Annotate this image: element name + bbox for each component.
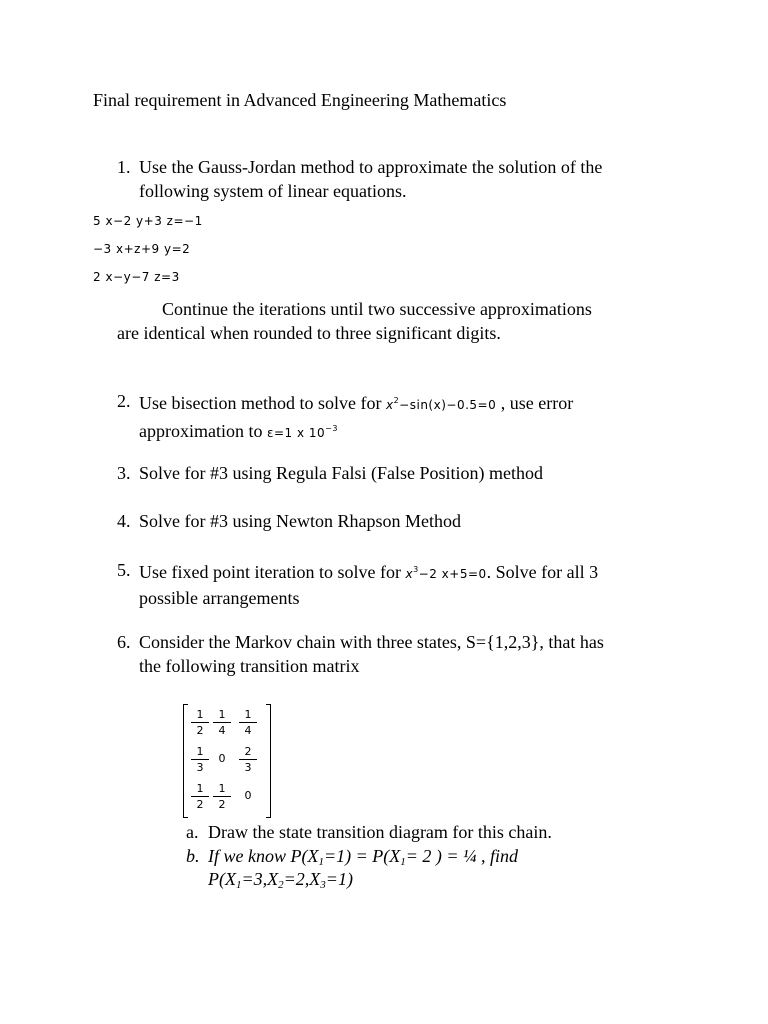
matrix-cell: $\frac{1}{2}$: [191, 782, 209, 811]
question-6-line-2: the following transition matrix: [139, 656, 360, 676]
question-6-line-1: Consider the Markov chain with three states, S={1,2,3}, that has: [139, 632, 604, 652]
matrix-cell: $\frac{1}{4}$: [239, 708, 257, 737]
question-6a-text: Draw the state transition diagram for this chain.: [208, 822, 552, 842]
question-4-text: Solve for #3 using Newton Rhapson Method: [139, 511, 461, 531]
equation-fixed-point: $x^3-2$ x+5=0: [405, 565, 487, 581]
question-5-text: Use fixed point iteration to solve for: [139, 562, 406, 582]
question-number: 3.: [117, 463, 131, 483]
document-title: Final requirement in Advanced Engineering Mathematics: [93, 90, 507, 110]
equation-3: 2 x−y−7 z=3: [93, 270, 180, 284]
question-3-text: Solve for #3 using Regula Falsi (False Position) method: [139, 463, 543, 483]
question-number: 1.: [117, 157, 131, 177]
question-2-line-2: approximation to: [139, 421, 267, 441]
continuation-line-1: Continue the iterations until two successive approximations: [162, 299, 592, 319]
matrix-cell: $\frac{1}{2}$: [191, 708, 209, 737]
sub-question-label: b.: [186, 846, 200, 866]
continuation-paragraph: [117, 297, 717, 345]
question-1-line-1: Use the Gauss-Jordan method to approximate the solution of the: [139, 157, 603, 177]
sub-question-label: a.: [186, 822, 199, 842]
matrix-cell: $\frac{1}{4}$: [213, 708, 231, 737]
equation-bisection: $x^2-\sin(x)-0.5=0$: [385, 396, 497, 412]
matrix-left-bracket: [183, 704, 188, 818]
matrix-cell: $\frac{1}{3}$: [191, 745, 209, 774]
question-number: 5.: [117, 560, 131, 580]
matrix-cell: 0: [244, 789, 252, 802]
question-number: 4.: [117, 511, 131, 531]
continuation-line-2: are identical when rounded to three significant digits.: [117, 323, 501, 343]
question-1-line-2: following system of linear equations.: [139, 181, 407, 201]
matrix-right-bracket: [266, 704, 271, 818]
question-6b-line-2: P(X1=3,X2=2,X3=1): [208, 869, 353, 891]
matrix-cell: $\frac{1}{2}$: [213, 782, 231, 811]
question-2-text: Use bisection method to solve for: [139, 393, 386, 413]
question-2-text-post: , use error: [496, 393, 574, 413]
question-number: 2.: [117, 391, 131, 411]
equation-2: −3 x+z+9 y=2: [93, 242, 191, 256]
question-5-text-post: . Solve for all 3: [486, 562, 599, 582]
transition-matrix: [183, 704, 271, 816]
question-6b-line-1: If we know P(X1=1) = P(X1= 2 ) = ¼ , find: [208, 846, 519, 868]
question-number: 6.: [117, 632, 131, 652]
matrix-cell: $\frac{2}{3}$: [239, 745, 257, 774]
matrix-cell: 0: [218, 752, 226, 765]
epsilon-value: ε=1 x $10^{-3}$: [266, 424, 338, 440]
equation-1: 5 x−2 y+3 z=−1: [93, 214, 203, 228]
question-5-line-2: possible arrangements: [139, 588, 300, 608]
